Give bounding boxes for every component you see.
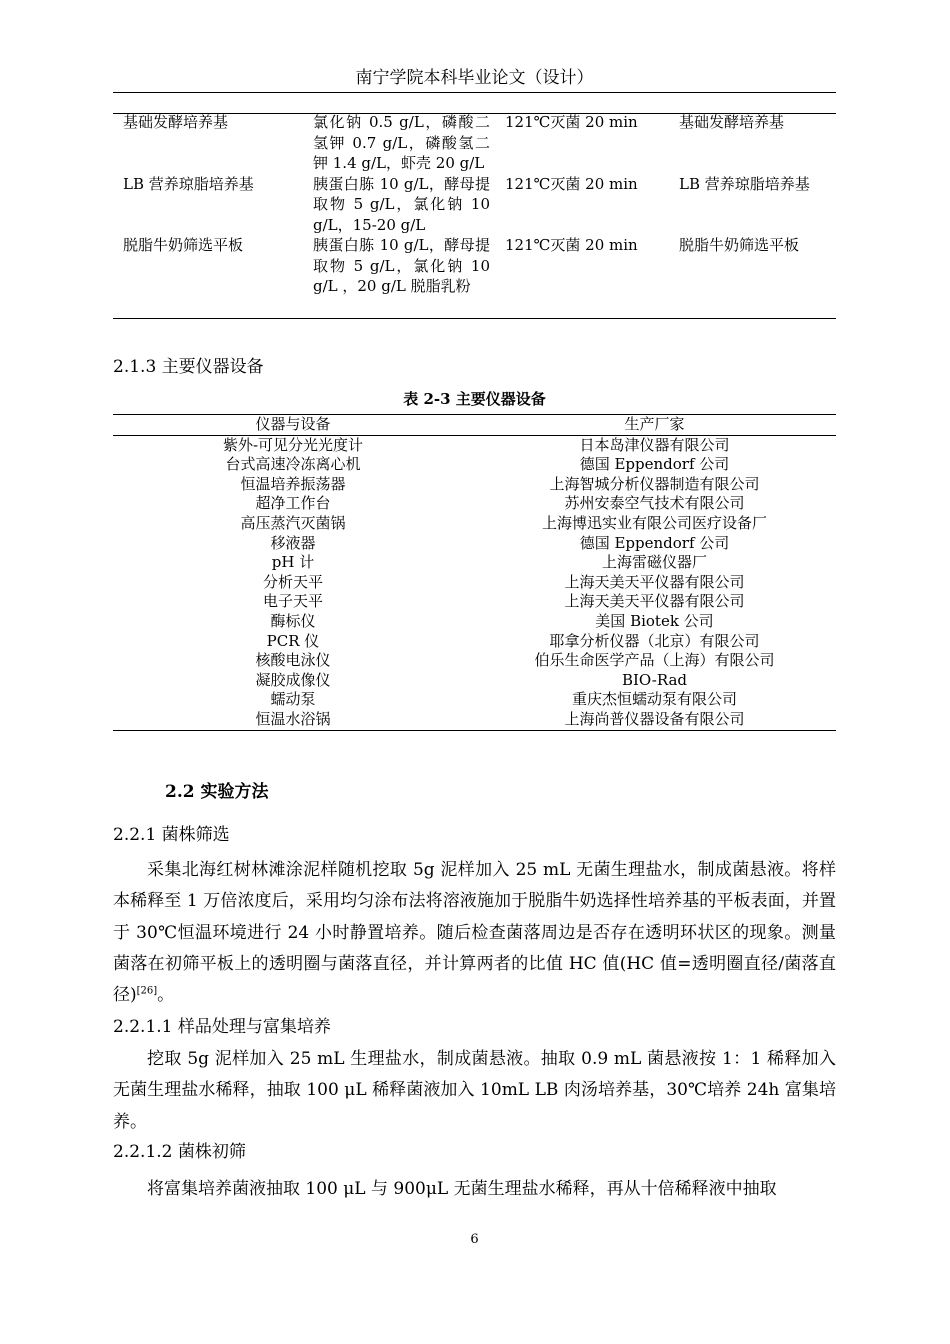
column-header-equipment: 仪器与设备 <box>113 415 473 436</box>
equipment-table-row <box>113 651 836 671</box>
manufacturer-cell: 德国 Eppendorf 公司 <box>579 533 730 552</box>
medium-composition-cell: 胰蛋白胨 10 g/L，酵母提取物 5 g/L，氯化钠 10 g/L ，20 g/L 脱脂乳粉 <box>313 236 490 295</box>
equipment-table-row <box>113 455 836 475</box>
equipment-table-row <box>113 632 836 652</box>
medium-usage-cell: 基础发酵培养基 <box>679 113 785 131</box>
equipment-name-cell: PCR 仪 <box>266 631 320 650</box>
equipment-name-cell: 恒温培养振荡器 <box>240 474 346 493</box>
medium-sterilization-cell: 121℃灭菌 20 min <box>505 174 638 193</box>
media-table-row <box>113 112 836 174</box>
equipment-name-cell: pH 计 <box>271 553 315 572</box>
media-table-row <box>113 235 836 297</box>
medium-name-cell: 脱脂牛奶筛选平板 <box>123 236 244 254</box>
section-2-2-1-paragraph <box>113 855 836 1011</box>
manufacturer-cell: 重庆杰恒蠕动泵有限公司 <box>571 690 737 709</box>
equipment-name-cell: 分析天平 <box>262 572 323 591</box>
manufacturer-cell: 上海智城分析仪器制造有限公司 <box>549 474 760 493</box>
manufacturer-cell: 上海天美天平仪器有限公司 <box>564 592 745 611</box>
equipment-name-cell: 台式高速冷冻离心机 <box>225 455 361 474</box>
equipment-name-cell: 恒温水浴锅 <box>113 710 473 730</box>
equipment-table-row <box>113 514 836 534</box>
equipment-name-cell: 紫外-可见分光光度计 <box>222 435 364 454</box>
medium-usage-cell: LB 营养琼脂培养基 <box>679 174 810 193</box>
equipment-name-cell: 移液器 <box>270 533 316 552</box>
equipment-name-cell: 酶标仪 <box>270 611 316 630</box>
medium-composition-cell: 氯化钠 0.5 g/L，磷酸二氢钾 0.7 g/L，磷酸氢二钾 1.4 g/L，虾壳 20 g/L <box>313 113 490 172</box>
table-caption: 表 2-3 主要仪器设备 <box>403 390 546 408</box>
manufacturer-cell: 上海天美天平仪器有限公司 <box>564 572 745 591</box>
equipment-table <box>113 414 836 731</box>
equipment-table-row <box>113 553 836 573</box>
equipment-name-cell: 核酸电泳仪 <box>255 651 331 670</box>
header-rule <box>113 92 836 93</box>
equipment-name-cell: 高压蒸汽灭菌锅 <box>240 513 346 532</box>
equipment-table-row <box>113 592 836 612</box>
equipment-table-row <box>113 612 836 632</box>
manufacturer-cell: 上海博迅实业有限公司医疗设备厂 <box>541 513 767 532</box>
manufacturer-cell: 日本岛津仪器有限公司 <box>579 435 730 454</box>
section-2-2-1-2-paragraph: 将富集培养菌液抽取 100 μL 与 900μL 无菌生理盐水稀释，再从十倍稀释液中抽取 <box>147 1179 777 1199</box>
medium-usage-cell: 脱脂牛奶筛选平板 <box>679 236 800 254</box>
equipment-table-row <box>113 573 836 593</box>
equipment-table-row <box>113 671 836 691</box>
section-2-2-1-2-heading: 2.2.1.2 菌株初筛 <box>113 1142 246 1162</box>
equipment-table-row <box>113 534 836 554</box>
equipment-table-row <box>113 475 836 495</box>
paragraph-text: 采集北海红树林滩涂泥样随机挖取 5g 泥样加入 25 mL 无菌生理盐水，制成菌悬液。将样本稀释至 1 万倍浓度后，采用均匀涂布法将溶液施加于脱脂牛奶选择性培养基的平板表面，并置于 30℃恒温环境进行 24 小时静置培养。随后检查菌落周边是否存在透明环状区的现象。测量菌落在初筛平板上的透明圈与菌落直径，并计算两者的比值 HC 值(HC 值=透明圈直径/菌落直径) <box>113 860 836 1006</box>
section-2-1-3-heading: 2.1.3 主要仪器设备 <box>113 357 264 377</box>
equipment-name-cell: 超净工作台 <box>255 494 331 513</box>
medium-sterilization-cell: 121℃灭菌 20 min <box>505 113 638 131</box>
manufacturer-cell: BIO-Rad <box>621 670 688 689</box>
medium-name-cell: LB 营养琼脂培养基 <box>123 174 254 193</box>
table-bottom-rule <box>113 318 836 319</box>
media-table-row <box>113 174 836 236</box>
section-2-2-heading: 2.2 实验方法 <box>165 782 269 802</box>
citation: [26] <box>136 985 158 997</box>
medium-name-cell: 基础发酵培养基 <box>123 113 229 131</box>
medium-sterilization-cell: 121℃灭菌 20 min <box>505 236 638 254</box>
section-2-2-1-1-heading: 2.2.1.1 样品处理与富集培养 <box>113 1017 331 1037</box>
media-table <box>113 112 836 297</box>
equipment-table-row <box>113 710 836 730</box>
manufacturer-cell: 伯乐生命医学产品（上海）有限公司 <box>534 651 775 670</box>
page-header: 南宁学院本科毕业论文（设计） <box>355 68 594 88</box>
equipment-table-row <box>113 494 836 514</box>
medium-composition-cell: 胰蛋白胨 10 g/L，酵母提取物 5 g/L，氯化钠 10 g/L，15-20 g/L <box>313 174 490 234</box>
manufacturer-cell: 苏州安泰空气技术有限公司 <box>564 494 745 513</box>
section-2-2-1-heading: 2.2.1 菌株筛选 <box>113 825 230 845</box>
manufacturer-cell: 德国 Eppendorf 公司 <box>579 455 730 474</box>
equipment-table-row <box>113 690 836 710</box>
column-header-manufacturer: 生产厂家 <box>473 415 836 436</box>
equipment-name-cell: 电子天平 <box>262 592 323 611</box>
page-number: 6 <box>470 1232 479 1247</box>
manufacturer-cell: 上海雷磁仪器厂 <box>601 553 707 572</box>
equipment-table-row <box>113 435 836 455</box>
manufacturer-cell: 上海尚普仪器设备有限公司 <box>473 710 836 730</box>
equipment-name-cell: 凝胶成像仪 <box>255 670 331 689</box>
manufacturer-cell: 美国 Biotek 公司 <box>595 611 714 630</box>
manufacturer-cell: 耶拿分析仪器（北京）有限公司 <box>549 631 760 650</box>
equipment-name-cell: 蠕动泵 <box>270 690 316 709</box>
paragraph-end: 。 <box>157 985 175 1006</box>
section-2-2-1-1-paragraph: 挖取 5g 泥样加入 25 mL 生理盐水，制成菌悬液。抽取 0.9 mL 菌悬液按 1：1 稀释加入无菌生理盐水稀释，抽取 100 μL 稀释菌液加入 10mL LB 肉汤培养基，30℃培养 24h 富集培养。 <box>113 1049 836 1132</box>
